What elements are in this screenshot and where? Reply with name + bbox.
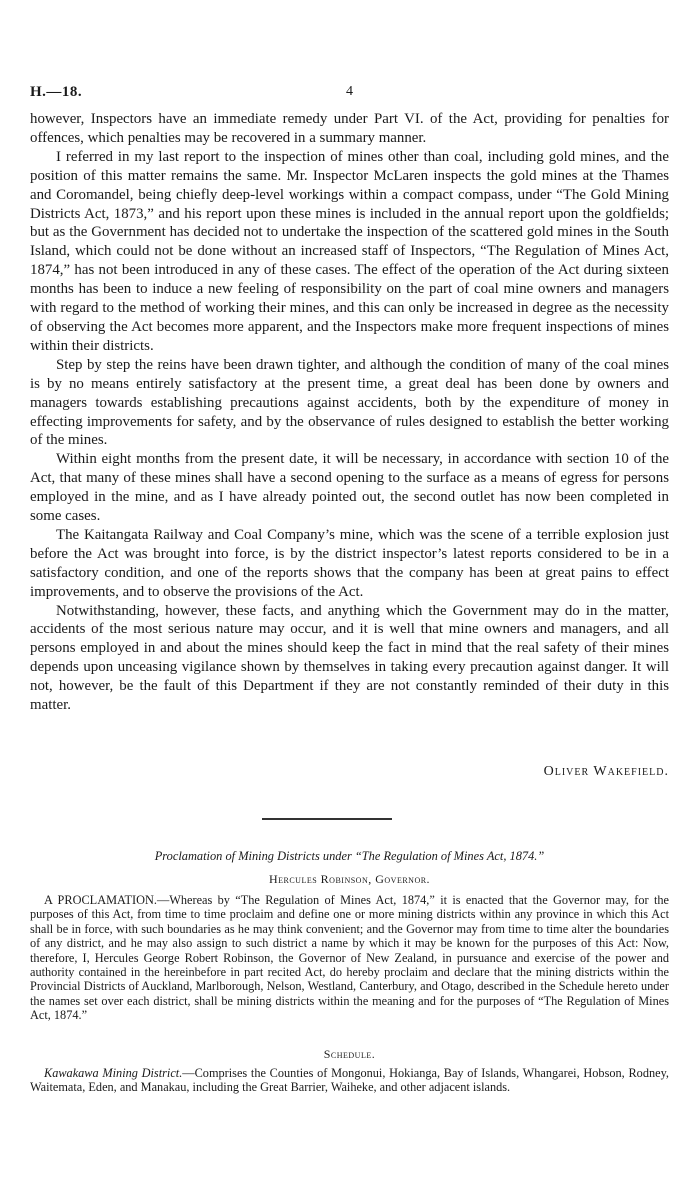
paragraph: Step by step the reins have been drawn tighter, and although the condition of many of the coal mines is by no means entirely satisfactory at the present time, a great deal has been done by owners and managers towards establishing precautions against accidents, both by the expenditure of money in effecting improvements for safety, and by the observance of rules designed to establish the better working of the mines.	[30, 356, 669, 449]
schedule-body	[30, 1066, 669, 1095]
signature: Oliver Wakefield.	[543, 764, 669, 779]
document-reference: H.—18.	[30, 84, 83, 100]
report-body	[30, 110, 669, 715]
section-divider	[262, 818, 392, 820]
paragraph: however, Inspectors have an immediate remedy under Part VI. of the Act, providing for penalties for offences, which penalties may be recovered in a summary manner.	[30, 111, 669, 146]
governor-name: Hercules Robinson, Governor.	[268, 872, 431, 886]
paragraph: Within eight months from the present date, it will be necessary, in accordance with section 10 of the Act, that many of these mines shall have a second opening to the surface as a means of egress for persons employed in the mine, and as I have already pointed out, the second outlet has now been completed in some cases.	[30, 451, 669, 525]
paragraph: The Kaitangata Railway and Coal Company’s mine, which was the scene of a terrible explosion just before the Act was brought into force, is by the district inspector’s latest reports considered to be in a satisfactory condition, and one of the reports shows that the company has been at great pains to effect improvements, and to observe the provisions of the Act.	[30, 526, 669, 600]
paragraph: Notwithstanding, however, these facts, and anything which the Government may do in the matter, accidents of the most serious nature may occur, and it is well that mine owners and managers, and all persons employed in and about the mines should keep the fact in mind that the real safety of their mines depends upon unceasing vigilance shown by themselves in taking every precaution against danger. It will not, however, be the fault of this Department if they are not constantly reminded of their duty in this matter.	[30, 602, 669, 714]
page-header	[30, 84, 669, 104]
district-name: Kawakawa Mining District.	[44, 1066, 183, 1080]
page-number: 4	[346, 84, 353, 99]
schedule-entry	[30, 1066, 669, 1095]
paragraph: I referred in my last report to the inspection of mines other than coal, including gold mines, and the position of this matter remains the same. Mr. Inspector McLaren inspects the gold mines at the Thames and Coromandel, being chiefly deep-level workings within a compact compass, under “The Gold Mining Districts Act, 1873,” and his report upon these mines is included in the annual report upon the goldfields; but as the Government has decided not to undertake the inspection of the scattered gold mines in the South Island, which could not be done without an increased staff of Inspectors, “The Regulation of Mines Act, 1874,” has not been introduced in any of these cases. The effect of the operation of the Act during sixteen months has been to induce a new feeling of responsibility on the part of coal mine owners and managers with regard to the method of working their mines, and this can only be increased in degree as the necessity of observing the Act becomes more apparent, and the Inspectors make more frequent inspections of mines within their districts.	[30, 148, 669, 354]
proclamation-text: A PROCLAMATION.—Whereas by “The Regulation of Mines Act, 1874,” it is enacted that the Governor may, for the purposes of this Act, from time to time proclaim and define one or more mining districts within any province in which this Act shall be in force, with such boundaries as he may think convenient; and the Governor may from time to time alter the boundaries of any district, and he may also assign to such district a name by which it may be known for the purposes of this Act: Now, therefore, I, Hercules George Robert Robinson, the Governor of New Zealand, in pursuance and exercise of the power and authority contained in the hereinbefore in part recited Act, do hereby proclaim and declare that the mining districts within the Provincial Districts of Auckland, Marlborough, Nelson, Westland, Canterbury, and Otago, described in the Schedule hereto under the names set over each district, shall be mining districts within the meaning and for the purposes of “The Regulation of Mines Act, 1874.”	[30, 893, 669, 1023]
schedule-heading: Schedule.	[323, 1047, 376, 1061]
proclamation-title: Proclamation of Mining Districts under “The Regulation of Mines Act, 1874.”	[154, 849, 545, 863]
proclamation-body	[30, 893, 669, 1023]
district-description: —Comprises the Counties of Mongonui, Hokianga, Bay of Islands, Whangarei, Hobson, Rodney, Waitemata, Eden, and Manakau, including the Great Barrier, Waiheke, and other adjacent islands.	[30, 1066, 669, 1095]
